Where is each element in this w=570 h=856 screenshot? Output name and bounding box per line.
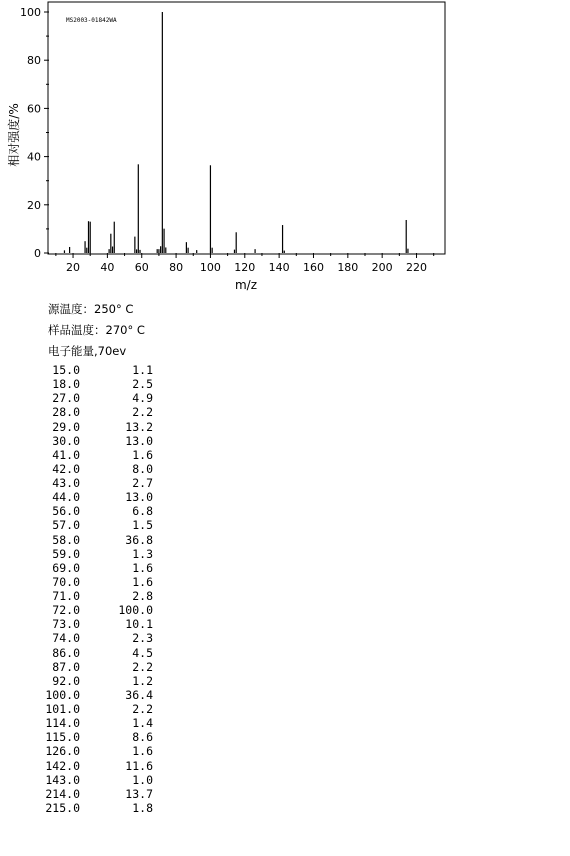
peak-mz-value: 41.0 [52, 447, 80, 462]
y-tick-label: 20 [27, 198, 41, 212]
peak-table-row [40, 462, 160, 476]
peak-table-row [40, 773, 160, 787]
peak-table-row [40, 631, 160, 645]
peak-table-row [40, 589, 160, 603]
peak-table-row [40, 674, 160, 688]
peak-table-row [40, 391, 160, 405]
peak-table-row [40, 617, 160, 631]
peak-mz-value: 71.0 [52, 589, 80, 603]
peak-table-row [40, 575, 160, 589]
peak-intensity-value: 1.6 [132, 447, 153, 462]
peak-mz-value: 72.0 [52, 603, 80, 618]
peak-table-row [40, 801, 160, 815]
plot-frame [48, 2, 445, 254]
peak-intensity-value: 8.0 [132, 461, 153, 476]
peak-table-row [40, 518, 160, 532]
x-tick-label: 120 [234, 261, 256, 274]
peak-mz-value: 143.0 [45, 772, 80, 787]
peak-mz-value: 70.0 [52, 574, 80, 589]
peak-mz-value: 214.0 [45, 786, 80, 801]
peak-intensity-value: 100.0 [118, 603, 153, 618]
peak-mz-value: 18.0 [52, 377, 80, 392]
peak-mz-value: 42.0 [52, 461, 80, 476]
peak-intensity-value: 1.2 [132, 673, 153, 688]
x-tick-label: 140 [268, 261, 290, 274]
peak-mz-value: 74.0 [52, 631, 80, 646]
peak-intensity-value: 1.6 [132, 744, 153, 759]
peak-intensity-value: 1.3 [132, 546, 153, 561]
peak-intensity-value: 1.8 [132, 800, 153, 815]
peak-mz-value: 30.0 [52, 433, 80, 448]
peak-table-row [40, 363, 160, 377]
sample-temperature: 样品温度：270° C [48, 323, 145, 337]
peak-table-row [40, 377, 160, 391]
peak-intensity-value: 13.0 [125, 490, 153, 505]
peak-table-row [40, 405, 160, 419]
peak-intensity-value: 4.9 [132, 391, 153, 406]
peak-intensity-value: 1.6 [132, 574, 153, 589]
peak-mz-value: 27.0 [52, 391, 80, 406]
peak-intensity-value: 13.0 [125, 433, 153, 448]
electron-energy: 电子能量,70ev [48, 344, 127, 358]
peak-mz-value: 86.0 [52, 645, 80, 660]
peak-table-row [40, 744, 160, 758]
y-tick-label: 40 [27, 150, 41, 164]
peak-table-row [40, 759, 160, 773]
peak-table-row [40, 476, 160, 490]
spectrum-id: MS2003-01842WA [66, 17, 117, 24]
x-axis-ticks [56, 253, 434, 274]
peak-table-row [40, 448, 160, 462]
peak-table-row [40, 547, 160, 561]
peak-mz-value: 92.0 [52, 673, 80, 688]
peak-intensity-value: 1.5 [132, 518, 153, 533]
peak-mz-value: 69.0 [52, 560, 80, 575]
peak-table-row [40, 490, 160, 504]
peak-mz-value: 44.0 [52, 490, 80, 505]
peak-intensity-value: 2.8 [132, 589, 153, 603]
y-tick-label: 80 [27, 54, 41, 68]
peak-table-row [40, 561, 160, 575]
x-tick-label: 100 [199, 261, 221, 274]
peak-mz-value: 58.0 [52, 532, 80, 547]
peak-mz-value: 57.0 [52, 518, 80, 533]
peak-table-row [40, 688, 160, 702]
peak-mz-value: 87.0 [52, 659, 80, 674]
peak-mz-value: 142.0 [45, 758, 80, 773]
peak-mz-value: 100.0 [45, 687, 80, 702]
x-tick-label: 80 [169, 261, 184, 274]
y-axis-label: 相对强度/% [7, 103, 21, 167]
peak-intensity-value: 11.6 [125, 758, 153, 773]
peak-bars [64, 12, 407, 253]
peak-intensity-value: 2.2 [132, 405, 153, 420]
peak-mz-value: 115.0 [45, 730, 80, 745]
peak-table-row [40, 434, 160, 448]
peak-intensity-value: 2.3 [132, 631, 153, 646]
peak-intensity-value: 2.2 [132, 702, 153, 716]
peak-table-row [40, 730, 160, 744]
peak-table-row [40, 504, 160, 518]
peak-table-row [40, 646, 160, 660]
peak-mz-value: 29.0 [52, 419, 80, 434]
peak-table-row [40, 603, 160, 617]
peak-mz-value: 43.0 [52, 476, 80, 490]
peak-table-row [40, 787, 160, 801]
peak-intensity-value: 36.8 [125, 532, 153, 547]
peak-intensity-value: 13.2 [125, 419, 153, 434]
peak-intensity-value: 10.1 [125, 617, 153, 632]
peak-table-row [40, 533, 160, 547]
peak-intensity-value: 2.5 [132, 377, 153, 392]
peak-mz-value: 126.0 [45, 744, 80, 759]
peak-intensity-value: 1.1 [132, 363, 153, 377]
x-tick-label: 20 [66, 261, 81, 274]
peak-intensity-value: 2.7 [132, 476, 153, 490]
y-axis-ticks [20, 6, 49, 260]
peak-mz-value: 101.0 [45, 702, 80, 716]
y-tick-label: 0 [34, 247, 41, 260]
x-tick-label: 60 [134, 261, 149, 274]
peak-intensity-value: 4.5 [132, 645, 153, 660]
y-tick-label: 100 [20, 6, 41, 19]
x-tick-label: 180 [337, 261, 359, 274]
x-tick-label: 160 [302, 261, 324, 274]
peak-table-row [40, 660, 160, 674]
peak-mz-value: 114.0 [45, 716, 80, 731]
peak-table-row [40, 420, 160, 434]
peak-intensity-value: 6.8 [132, 504, 153, 519]
peak-intensity-value: 13.7 [125, 786, 153, 801]
peak-intensity-value: 1.4 [132, 716, 153, 731]
peak-intensity-value: 2.2 [132, 659, 153, 674]
x-tick-label: 40 [100, 261, 115, 274]
peak-intensity-value: 1.6 [132, 560, 153, 575]
peak-intensity-value: 8.6 [132, 730, 153, 745]
y-tick-label: 60 [27, 102, 41, 116]
peak-table-row [40, 716, 160, 730]
peak-intensity-value: 1.0 [132, 772, 153, 787]
x-axis-label: m/z [234, 278, 258, 292]
peak-table-row [40, 702, 160, 716]
peak-mz-value: 59.0 [52, 546, 80, 561]
peak-mz-value: 15.0 [52, 363, 80, 377]
peak-mz-value: 73.0 [52, 617, 80, 632]
peak-mz-value: 28.0 [52, 405, 80, 420]
mass-spectrum-chart [0, 0, 570, 300]
peak-mz-value: 56.0 [52, 504, 80, 519]
source-temperature: 源温度：250° C [48, 302, 134, 316]
peak-mz-value: 215.0 [45, 800, 80, 815]
peak-table [40, 363, 160, 815]
x-tick-label: 200 [371, 261, 393, 274]
peak-intensity-value: 36.4 [125, 687, 153, 702]
x-tick-label: 220 [406, 261, 428, 274]
